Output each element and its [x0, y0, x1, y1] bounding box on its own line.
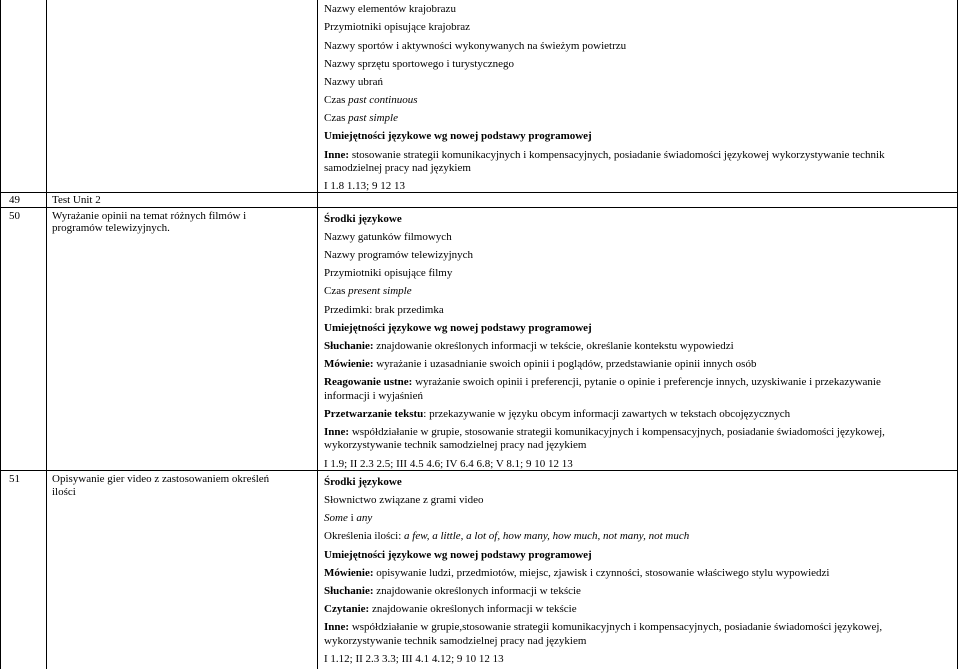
row-number-51: 51 [9, 473, 20, 485]
row-number-50: 50 [9, 210, 20, 222]
vocab-line: Nazwy sportów i aktywności wykonywanych na świeżym powietrzu [324, 40, 627, 52]
vocab-line: Przymiotniki opisujące filmy [324, 267, 453, 279]
speaking-line [324, 359, 756, 370]
tense-line [324, 95, 418, 106]
row-title-51-line1: Opisywanie gier video z zastosowaniem określeń [52, 473, 270, 485]
processing-line [324, 409, 790, 420]
articles-line: Przedimki: brak przedimka [324, 304, 444, 316]
reacting-label: Reagowanie ustne: [324, 376, 413, 388]
reacting-line [324, 377, 881, 388]
listening-line [324, 586, 581, 597]
other-skills-line [324, 622, 882, 633]
tense-name: past simple [348, 112, 398, 124]
row-number-49: 49 [9, 194, 20, 206]
col-divider-left [0, 0, 1, 669]
vocab-line: Nazwy sprzętu sportowego i turystycznego [324, 58, 515, 70]
other-label: Inne: [324, 149, 350, 161]
vocab-line: Przymiotniki opisujące krajobraz [324, 21, 471, 33]
listening-text: znajdowanie określonych informacji w tekście [373, 585, 581, 597]
quantifiers-items: a few, a little, a lot of, how many, how much, not many, not much [404, 530, 690, 542]
other-text: stosowanie strategii komunikacyjnych i kompensacyjnych, posiadanie świadomości językowej wykorzystywanie technik [349, 149, 885, 161]
row-divider-50 [0, 207, 958, 208]
curriculum-codes: I 1.12; II 2.3 3.3; III 4.1 4.12; 9 10 12 13 [324, 653, 504, 665]
some-word: Some [324, 512, 348, 524]
row-title-50-line2: programów telewizyjnych. [52, 222, 170, 234]
tense-prefix: Czas [324, 112, 349, 124]
row-divider-51 [0, 470, 958, 471]
other-label: Inne: [324, 621, 350, 633]
listening-label: Słuchanie: [324, 340, 374, 352]
speaking-text: wyrażanie i uzasadnianie swoich opinii i poglądów, przedstawianie opinii innych osób [373, 358, 757, 370]
vocab-line: Nazwy ubrań [324, 76, 383, 88]
quantifiers-prefix: Określenia ilości: [324, 530, 405, 542]
tense-name: past continuous [348, 94, 418, 106]
listening-text: znajdowanie określonych informacji w tekście, określanie kontekstu wypowiedzi [373, 340, 734, 352]
tense-line [324, 286, 412, 297]
row-divider-49 [0, 192, 958, 193]
skills-heading: Umiejętności językowe wg nowej podstawy programowej [324, 130, 592, 142]
and-word: i [347, 512, 357, 524]
listening-label: Słuchanie: [324, 585, 374, 597]
processing-text: : przekazywanie w języku obcym informacji zawartych w tekstach obcojęzycznych [423, 408, 791, 420]
speaking-label: Mówienie: [324, 358, 374, 370]
col-divider-right [957, 0, 958, 669]
skills-heading: Umiejętności językowe wg nowej podstawy programowej [324, 322, 592, 334]
reading-line [324, 604, 577, 615]
tense-prefix: Czas [324, 94, 349, 106]
curriculum-codes: I 1.8 1.13; 9 12 13 [324, 180, 405, 192]
reacting-text: wyrażanie swoich opinii i preferencji, pytanie o opinie i preferencje innych, uzyskiwanie i przekazywanie [412, 376, 881, 388]
row-title-51-line2: ilości [52, 486, 76, 498]
other-text: współdziałanie w grupie, stosowanie strategii komunikacyjnych i kompensacyjnych, posiadanie świadomości językowej, [349, 426, 885, 438]
vocab-line: Nazwy elementów krajobrazu [324, 3, 456, 15]
processing-label: Przetwarzanie tekstu [324, 408, 424, 420]
speaking-line [324, 568, 829, 579]
speaking-label: Mówienie: [324, 567, 374, 579]
curriculum-codes: I 1.9; II 2.3 2.5; III 4.5 4.6; IV 6.4 6.8; V 8.1; 9 10 12 13 [324, 458, 573, 470]
language-means-heading: Środki językowe [324, 213, 402, 225]
reacting-line-2: informacji i wyjaśnień [324, 390, 423, 402]
skills-heading: Umiejętności językowe wg nowej podstawy programowej [324, 549, 592, 561]
row-title-49: Test Unit 2 [52, 194, 101, 206]
other-skills-line [324, 427, 885, 438]
tense-name: present simple [348, 285, 412, 297]
language-means-heading: Środki językowe [324, 476, 402, 488]
other-skills-line-2: wykorzystywanie technik samodzielnej pracy nad językiem [324, 439, 587, 451]
other-skills-line-2: wykorzystywanie technik samodzielnej pracy nad językiem [324, 635, 587, 647]
tense-prefix: Czas [324, 285, 349, 297]
vocab-line: Słownictwo związane z grami video [324, 494, 484, 506]
tense-line [324, 113, 398, 124]
speaking-text: opisywanie ludzi, przedmiotów, miejsc, zjawisk i czynności, stosowanie właściwego stylu wypowiedzi [373, 567, 830, 579]
quantifiers-line [324, 531, 689, 542]
col-divider-num [46, 0, 47, 669]
other-skills-line [324, 150, 885, 161]
col-divider-topic [317, 0, 318, 669]
other-text: współdziałanie w grupie,stosowanie strategii komunikacyjnych i kompensacyjnych, posiadanie świadomości językowej, [349, 621, 883, 633]
listening-line [324, 341, 734, 352]
reading-text: znajdowanie określonych informacji w tekście [369, 603, 577, 615]
some-any-line [324, 513, 372, 524]
other-skills-line-2: samodzielnej pracy nad językiem [324, 162, 471, 174]
other-label: Inne: [324, 426, 350, 438]
vocab-line: Nazwy gatunków filmowych [324, 231, 452, 243]
row-title-50-line1: Wyrażanie opinii na temat różnych filmów i [52, 210, 247, 222]
vocab-line: Nazwy programów telewizyjnych [324, 249, 474, 261]
any-word: any [356, 512, 373, 524]
reading-label: Czytanie: [324, 603, 370, 615]
